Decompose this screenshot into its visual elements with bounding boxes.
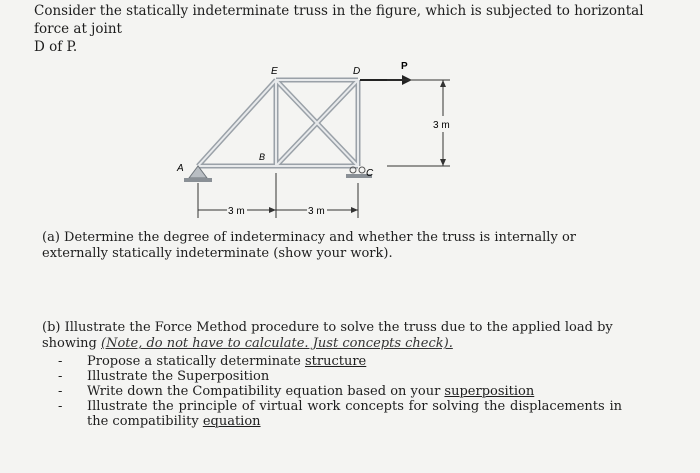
question-a-label: (a) — [42, 230, 60, 245]
bullet-item: - Write down the Compatibility equation based on your superposition — [58, 384, 535, 399]
dimension-span1-label: 3 m — [228, 206, 245, 217]
intro-text — [34, 2, 674, 56]
bullet-item: - Propose a statically determinate structure — [58, 354, 367, 369]
joint-label-B: B — [259, 152, 266, 162]
question-b-note: (Note, do not have to calculate. Just concepts check). — [101, 336, 453, 351]
load-label-P: P — [401, 61, 408, 72]
truss-figure — [165, 58, 465, 228]
question-b-text: Illustrate the Force Method procedure to solve the truss due to the applied load by showing — [42, 320, 613, 351]
bullet-item: - Illustrate the Superposition — [58, 369, 270, 384]
dimension-span2-label: 3 m — [308, 206, 325, 217]
joint-label-C: C — [366, 168, 374, 179]
question-a — [42, 230, 642, 262]
question-b — [42, 320, 642, 429]
joint-label-D: D — [353, 66, 361, 77]
bullet-item: - Illustrate the principle of virtual work concepts for solving the displacements in the compatibility equation — [58, 399, 622, 429]
joint-label-A: A — [177, 163, 184, 174]
intro-line-1: Consider the statically indeterminate truss in the figure, which is subjected to horizontal force at joint — [34, 3, 644, 37]
joint-label-E: E — [271, 66, 278, 77]
intro-line-2: D of P. — [34, 39, 78, 55]
question-b-bullet-list — [42, 354, 642, 429]
question-a-text: Determine the degree of indeterminacy and whether the truss is internally or externally statically indeterminate (show your work). — [42, 230, 576, 261]
dimension-height-label: 3 m — [433, 120, 450, 131]
question-b-label: (b) — [42, 320, 61, 335]
span-dimension — [198, 173, 358, 218]
